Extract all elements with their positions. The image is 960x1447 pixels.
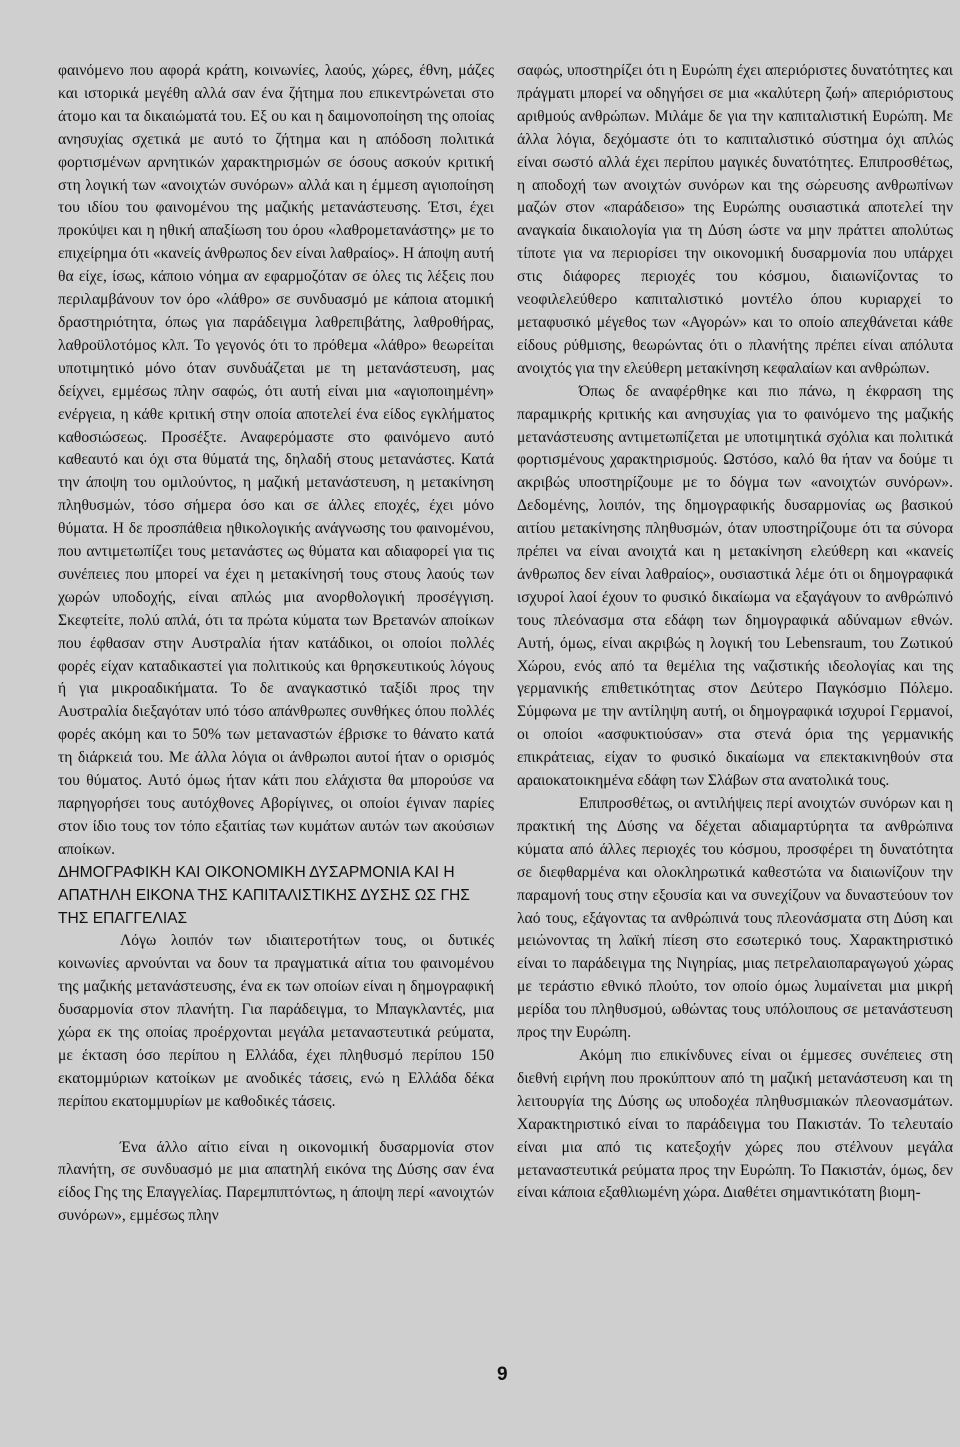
paragraph: Όπως δε αναφέρθηκε και πιο πάνω, η έκφραση της παραμικρής κριτικής και ανησυχίας για το φαινόμενο της μαζικής μετανάστευσης αντιμετωπίζεται με υποτιμητικά σχόλια και πολιτικά φορτισμένους χαρακτηρισμούς. Ωστόσο, καλό θα ήταν να δούμε τι ακριβώς υποστηρίζουμε με το δόγμα των «ανοιχτών συνόρων». Δεδομένης, λοιπόν, της δημογραφικής δυσαρμονίας ως βασικού αιτίου μετακίνησης πληθυσμών, όταν υποστηρίζουμε ότι τα σύνορα πρέπει να είναι ανοιχτά και η μετακίνηση ελεύθερη και «κανείς άνθρωπος δεν είναι λαθραίος», ουσιαστικά λέμε ότι οι δημογραφικά ισχυροί λαοί έχουν το φυσικό δικαίωμα να εξαγάγουν το ανθρώπινό τους πλεόνασμα στα εδάφη των δημογραφικά αδύναμων εθνών. Αυτή, όμως, είναι ακριβώς η λογική του Lebensraum, του Ζωτικού Χώρου, ενός από τα θεμέλια της ναζιστικής ιδεολογίας και της γερμανικής επιθετικότητας στον Δεύτερο Παγκόσμιο Πόλεμο. Σύμφωνα με την αντίληψη αυτή, οι δημογραφικά ισχυροί Γερμανοί, οι οποίοι «ασφυκτιούσαν» στα στενά όρια της γερμανικής επικράτειας, είχαν το φυσικό δικαίωμα να επεκτακινηθούν στα αραιοκατοικημένα εδάφη των Σλάβων στα ανατολικά τους. [517,382,953,790]
right-column [517,60,953,1205]
paragraph: Ακόμη πιο επικίνδυνες είναι οι έμμεσες συνέπειες στη διεθνή ειρήνη που προκύπτουν από τη μαζική μετανάστευση και τη λειτουργία της Δύσης ως υποδοχέα πληθυσμιακών πλεονασμάτων. Χαρακτηριστικό είναι το παράδειγμα του Πακιστάν. Το τελευταίο είναι μια από τις κατεξοχήν χώρες που στέλνουν μεγάλα μεταναστευτικά ρεύματα προς την Ευρώπη. Το Πακιστάν, όμως, δεν είναι κάποια εξαθλιωμένη χώρα. Διαθέτει σημαντικότατη βιομη- [517,1046,953,1202]
paragraph: σαφώς, υποστηρίζει ότι η Ευρώπη έχει απεριόριστες δυνατότητες και πράγματι μπορεί να οδηγήσει σε μια «καλύτερη ζωή» απεριόριστους αριθμούς ανθρώπων. Μιλάμε δε για την καπιταλιστική Ευρώπη. Με άλλα λόγια, δεχόμαστε ότι το καπιταλιστικό σύστημα όχι απλώς είναι σωστό αλλά έχει περίπου μαγικές δυνατότητες. Επιπροσθέτως, η αποδοχή των ανοιχτών συνόρων και της σώρευσης ανθρωπίνων μαζών στον «παράδεισο» της Ευρώπης ουσιαστικά αποτελεί την αναγκαία δικαιολογία για τη Δύση ώστε να μην πράττει απολύτως τίποτε για να περιορίσει την οικονομική δυσαρμονία που υπάρχει στις διάφορες περιοχές του κόσμου, διαιωνίζοντας το νεοφιλελεύθερο καπιταλιστικό μοντέλο όπου κυριαρχεί το μεταφυσικό μέγεθος των «Αγορών» και το οποίο απεχθάνεται κάθε είδους ρύθμισης, θεωρώντας ότι ο πλανήτης πρέπει είναι απόλυτα ανοιχτός για την ελεύθερη μετακίνηση κεφαλαίων και ανθρώπων. [517,62,953,377]
left-column [58,60,494,1228]
paragraph: Λόγω λοιπόν των ιδιαιτεροτήτων τους, οι δυτικές κοινωνίες αρνούνται να δουν τα πραγματικά αίτια του φαινομένου της μαζικής μετανάστευσης, ένα εκ των οποίων είναι η δημογραφική δυσαρμονία στον πλανήτη. Για παράδειγμα, το Μπαγκλαντές, μια χώρα εκ της οποίας προέρχονται μεγάλα μεταναστευτικά ρεύματα, με έκταση όσο περίπου η Ελλάδα, έχει πληθυσμό περίπου 150 εκατομμύριων κατοίκων με ανοδικές τάσεις, ενώ η Ελλάδα δέκα περίπου εκατομμυρίων με καθοδικές τάσεις. [58,932,494,1110]
paragraph: Ένα άλλο αίτιο είναι η οικονομική δυσαρμονία στον πλανήτη, σε συνδυασμό με μια απατηλή εικόνα της Δύσης σαν ένα είδος Γης της Επαγγελίας. Παρεμπιπτόντως, η άποψη περί «ανοιχτών συνόρων», εμμέσως πλην [58,1138,494,1225]
paragraph-spacer [58,1114,494,1137]
page-number: 9 [497,1364,508,1385]
section-heading: ΔΗΜΟΓΡΑΦΙΚΗ ΚΑΙ ΟΙΚΟΝΟΜΙΚΗ ΔΥΣΑΡΜΟΝΙΑ ΚΑΙ Η ΑΠΑΤΗΛΗ ΕΙΚΟΝΑ ΤΗΣ ΚΑΠΙΤΑΛΙΣΤΙΚΗΣ ΔΥΣΗΣ ΩΣ ΓΗΣ ΤΗΣ ΕΠΑΓΓΕΛΙΑΣ [58,863,470,927]
paragraph: Επιπροσθέτως, οι αντιλήψεις περί ανοιχτών συνόρων και η πρακτική της Δύσης να δέχεται αδιαμαρτύρητα τα ανθρώπινα κύματα από άλλες περιοχές του κόσμου, προσφέρει τη δυνατότητα σε διεφθαρμένα και ολοκληρωτικά καθεστώτα να διαιωνίζουν την παραμονή τους στην εξουσία και να συνεχίζουν να δυναστεύουν τον λαό τους, εξάγοντας τα ανθρώπινά τους πλεονάσματα στη Δύση και μειώνοντας τη λαϊκή πίεση στο εσωτερικό τους. Χαρακτηριστικό είναι το παράδειγμα της Νιγηρίας, μιας πετρελαιοπαραγωγού χώρας με τεράστιο εθνικό πλούτο, τον οποίο όμως λυμαίνεται μια μικρή μερίδα του πληθυσμού, ωθώντας τους υπόλοιπους σε μετανάστευση προς την Ευρώπη. [517,795,953,1042]
paragraph: φαινόμενο που αφορά κράτη, κοινωνίες, λαούς, χώρες, έθνη, μάζες και ιστορικά μεγέθη αλλά σαν ένα ζήτημα που επικεντρώνεται στο άτομο και τα δικαιώματά του. Εξ ου και η δαιμονοποίηση της οποίας ανησυχίας σχετικά με αυτό το ζήτημα και η απόδοση πολιτικά φορτισμένων αρνητικών χαρακτηρισμών σε όσους ασκούν κριτική στη λογική των «ανοιχτών συνόρων» αλλά και η έμμεση αγιοποίηση του ιδίου του φαινομένου της μαζικής μετανάστευσης. Έτσι, έχει προκύψει και η ηθική απαξίωση του όρου «λαθρομετανάστης» με το επιχείρημα ότι «κανείς άνθρωπος δεν είναι λαθραίος». Η άποψη αυτή θα είχε, ίσως, κάποιο νόημα αν εφαρμοζόταν σε όλες τις λέξεις που περιλαμβάνουν τον όρο «λάθρο» σε συνδυασμό με κάποια ατομική δραστηριότητα, όπως για παράδειγμα λαθρεπιβάτης, λαθροθήρας, λαθροϋλοτόμος κλπ. Το γεγονός ότι το πρόθεμα «λάθρο» θεωρείται υποτιμητικό μόνο όταν συνδυάζεται με τη μετανάστευση, μας δείχνει, εμμέσως πλην σαφώς, ότι αυτή είναι μια «αγιοποιημένη» ενέργεια, η κάθε κριτική στην οποία αποτελεί ένα είδος εγκλήματος καθοσιώσεως. Προσέξτε. Αναφερόμαστε στο φαινόμενο αυτό καθεαυτό και όχι στα θύματά της, δηλαδή στους μετανάστες. Κατά την άποψη του ομιλούντος, η μαζική μετανάστευση, η μετακίνηση πληθυσμών, τόσο σήμερα όσο και σε άλλες εποχές, έχει μόνο θύματα. Η δε προσπάθεια ηθικολογικής ανάγνωσης του φαινομένου, που αντιμετωπίζει τους μετανάστες ως θύματα και αδιαφορεί για τις συνέπειες που μπορεί να έχει η μετακίνησή τους στους λαούς των χωρών υποδοχής, είναι απλώς μια ανορθολογική προσέγγιση. Σκεφτείτε, πολύ απλά, ότι τα πρώτα κύματα των Βρετανών αποίκων που έφθασαν στην Αυστραλία ήταν κατάδικοι, οι οποίοι πολλές φορές είχαν καταδικαστεί για πολιτικούς και θρησκευτικούς λόγους ή για μικροαδικήματα. Το δε αναγκαστικό ταξίδι προς την Αυστραλία διεξαγόταν υπό τόσο απάνθρωπες συνθήκες όπου πολλές φορές ακόμη και το 50% των μεταναστών έβρισκε το θάνατο κατά τη διάρκειά του. Με άλλα λόγια οι άνθρωποι αυτοί ήταν ο ορισμός του θύματος. Αυτό όμως ήταν κάτι που ελάχιστα θα μπορούσε να παρηγορήσει τους αυτόχθονες Αβορίγινες, οι οποίοι έγιναν παρίες στον ίδιο τους τον τόπο εξαιτίας των κυμάτων αυτών των ακούσιων αποίκων. [58,62,494,858]
